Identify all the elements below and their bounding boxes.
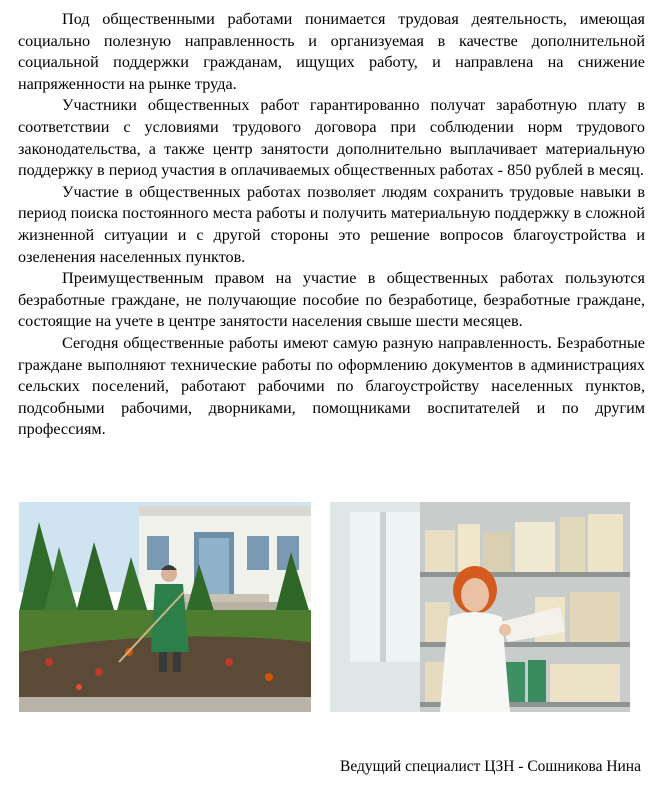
photo-row [19, 502, 629, 712]
article-body [18, 9, 645, 441]
paragraph-3: Участие в общественных работах позволяет людям сохранить трудовые навыки в период поиска постоянного места работы и получить материальную поддержку в сложной жизненной ситуации и с другой стороны это решение вопросов благоустройства и озеленения населенных пунктов. [18, 182, 645, 266]
paragraph-4: Преимущественным правом на участие в общественных работах пользуются безработные граждане, не получающие пособие по безработице, безработные граждане, состоящие на учете в центре занятости населения свыше шести месяцев. [18, 269, 645, 331]
paragraph-5: Сегодня общественные работы имеют самую разную направленность. Безработные граждане выполняют технические работы по оформлению документов в администрациях сельских поселений, работают рабочими по благоустройству населенных пунктов, подсобными рабочими, дворниками, помощниками воспитателей и по другим профессиям. [18, 333, 645, 439]
paragraph-2: Участники общественных работ гарантированно получат заработную плату в соответствии с условиями трудового договора при соблюдении норм трудового законодательства, а также центр занятости дополнительно выплачивает материальную поддержку в период участия в оплачиваемых общественных работах - 850 рублей в месяц. [18, 96, 645, 180]
gardening-photo-icon [19, 502, 311, 712]
author-signature: Ведущий специалист ЦЗН - Сошникова Нина [340, 758, 641, 775]
office-specialist-photo [330, 502, 630, 712]
paragraph-1: Под общественными работами понимается трудовая деятельность, имеющая социально полезную направленность и организуемая в качестве дополнительной социальной поддержки гражданам, ищущих работу, и направлена на снижение напряженности на рынке труда. [18, 10, 645, 93]
gardening-worker-photo [19, 502, 311, 712]
office-photo-icon [330, 502, 630, 712]
